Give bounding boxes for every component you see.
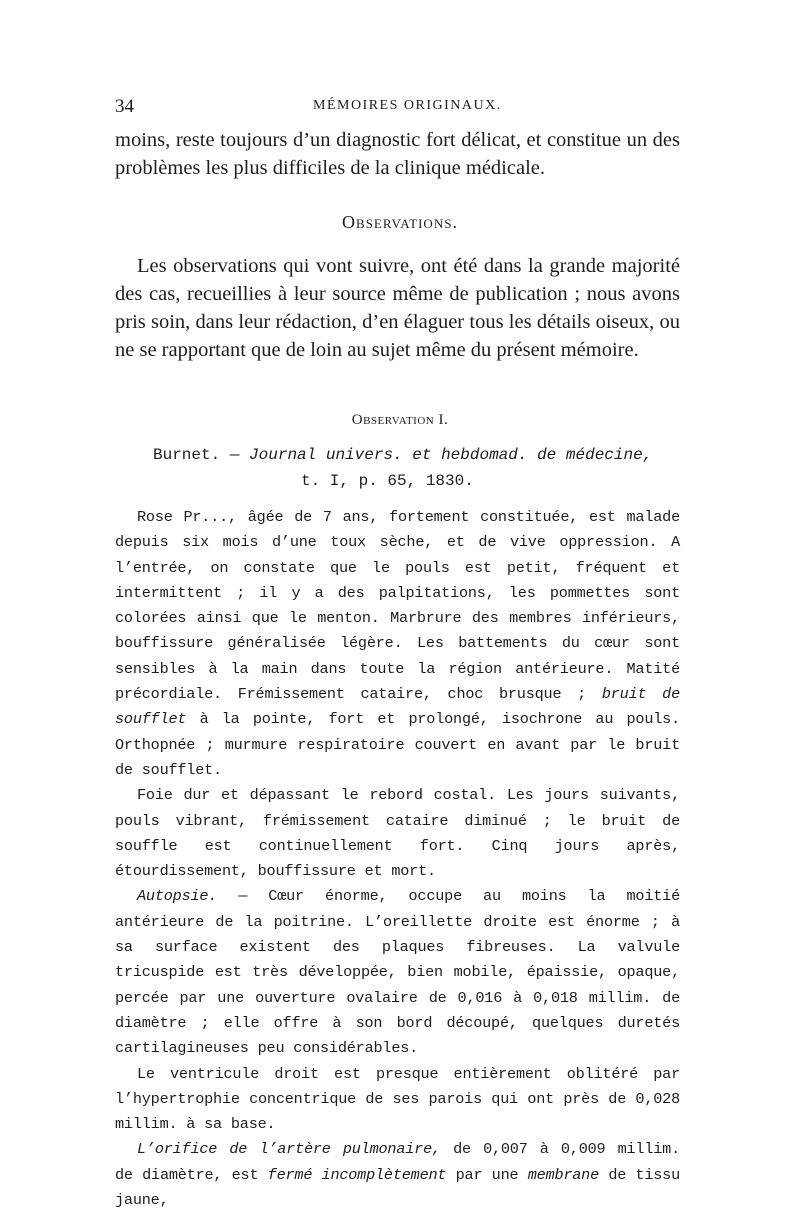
page-header xyxy=(115,96,675,122)
case-text xyxy=(115,505,680,1213)
case-paragraph-1 xyxy=(115,505,680,783)
observation-reference xyxy=(115,442,680,468)
case-p4-text: Le ventricule droit est presque entièrement oblitéré par l’hypertrophie concentrique de ses parois qui ont près de 0,028 millim. à sa base. xyxy=(115,1064,680,1134)
case-paragraph-5 xyxy=(115,1137,680,1213)
case-p3-italic: Autopsie. xyxy=(137,887,218,906)
case-p1-text: Rose Pr..., âgée de 7 ans, fortement constituée, est malade depuis six mois d’une toux sèche, et de vive oppression. A l’entrée, on constate que le pouls est petit, fréquent et intermittent ; il y a des palpitations, les pommettes sont colorées ainsi que le menton. Marbrure des membres inférieurs, bouffissure généralisée légère. Les battements du cœur sont sensibles à la main dans toute la région antérieure. Matité précordiale. Frémissement cataire, choc brusque ; xyxy=(115,508,680,704)
case-paragraph-2 xyxy=(115,783,680,884)
intro-paragraph xyxy=(115,126,680,182)
running-title: MÉMOIRES ORIGINAUX. xyxy=(313,98,502,113)
case-p2-text: Foie dur et dépassant le rebord costal. Les jours suivants, pouls vibrant, frémissement cataire diminué ; le bruit de souffle est continuellement fort. Cinq jours après, étourdissement, bouffissure et mort. xyxy=(115,786,680,881)
page-number: 34 xyxy=(115,96,134,117)
section-heading: Observations. xyxy=(342,212,458,232)
case-paragraph-3 xyxy=(115,884,680,1061)
case-p3-text: — Cœur énorme, occupe au moins la moitié antérieure de la poitrine. L’oreillette droite est énorme ; à sa surface existent des plaques fibreuses. La valvule tricuspide est très développée, bien mobile, épaissie, opaque, percée par une ouverture ovalaire de 0,016 à 0,018 millim. de diamètre ; elle offre à son bord découpé, quelques duretés cartilagineuses peu considérables. xyxy=(115,887,680,1058)
case-p5-a: de 0,007 à 0,009 millim. de diamètre, est xyxy=(115,1140,680,1184)
case-p5-italic3: membrane xyxy=(527,1165,600,1184)
reference-journal: Journal univers. et hebdomad. de médecine, xyxy=(249,446,653,464)
reference-author: Burnet. — xyxy=(153,446,240,464)
case-paragraph-4 xyxy=(115,1062,680,1138)
case-p5-c: de tissu jaune, xyxy=(115,1165,680,1210)
case-p5-italic2: fermé incomplètement xyxy=(267,1165,447,1184)
case-p1-end: à la pointe, fort et prolongé, isochrone au pouls. Orthopnée ; murmure respiratoire couvert en avant par le bruit de soufflet. xyxy=(115,710,680,779)
observation-heading: Observation I. xyxy=(351,412,449,428)
reference-volume: t. I, p. 65, 1830. xyxy=(301,472,474,490)
section-paragraph xyxy=(115,252,680,364)
observation-reference-volume xyxy=(115,468,680,494)
section-paragraph-text: Les observations qui vont suivre, ont été dans la grande majorité des cas, recueillies à leur source même de publication ; nous avons pris soin, dans leur rédaction, d’en élaguer tous les détails oiseux, ou ne se rapportant que de loin au sujet même du présent mémoire. xyxy=(115,255,680,361)
intro-text: moins, reste toujours d’un diagnostic fort délicat, et constitue un des problèmes les plus difficiles de la clinique médicale. xyxy=(115,129,680,179)
case-p5-italic: L’orifice de l’artère pulmonaire, xyxy=(137,1140,441,1159)
case-p5-b: par une xyxy=(455,1165,519,1184)
case-p1-italic: bruit de soufflet xyxy=(115,685,681,729)
